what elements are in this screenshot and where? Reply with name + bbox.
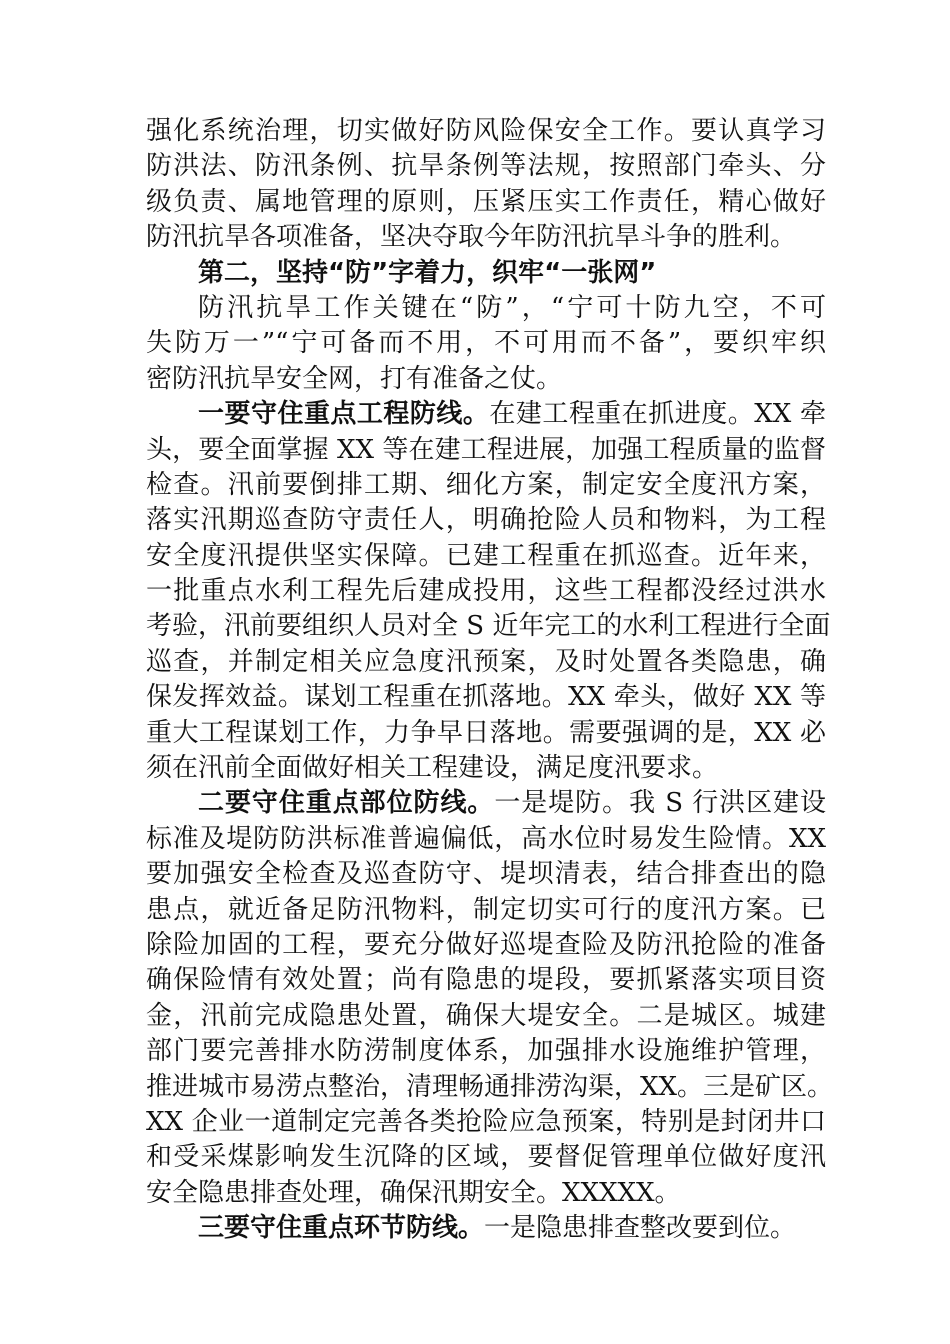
line-text: 头，要全面掌握 XX 等在建工程进展，加强工程质量的监督 <box>146 434 826 465</box>
line-text: XX 企业一道制定完善各类抢险应急预案，特别是封闭井口 <box>146 1106 826 1137</box>
line-text: 标准及堤防防洪标准普遍偏低，高水位时易发生险情。XX <box>146 823 826 854</box>
text-line <box>146 1140 826 1175</box>
text-line <box>146 645 826 680</box>
text-line <box>146 928 826 963</box>
paragraph-p3 <box>146 397 831 786</box>
line-text: 患点，就近备足防汛物料，制定切实可行的度汛方案。已 <box>146 894 826 925</box>
text-line <box>146 503 826 538</box>
text-line <box>146 1105 826 1140</box>
text-line <box>146 397 826 432</box>
line-text: 落实汛期巡查防守责任人，明确抢险人员和物料，为工程 <box>146 505 826 536</box>
paragraph-p4 <box>146 786 834 1211</box>
line-text: 部门要完善排水防涝制度体系，加强排水设施维护管理， <box>146 1036 826 1067</box>
paragraph-p5 <box>146 1211 826 1246</box>
bold-lead: 一要守住重点工程防线。 <box>198 399 490 430</box>
paragraph-heading2 <box>146 256 826 291</box>
text-line <box>146 291 826 326</box>
line-text: 级负责、属地管理的原则，压紧压实工作责任，精心做好 <box>146 186 826 217</box>
line-text: 防洪法、防汛条例、抗旱条例等法规，按照部门牵头、分 <box>146 151 826 182</box>
line-text: 在建工程重在抓进度。XX 牵 <box>489 399 826 430</box>
line-text: 一是堤防。我 S 行洪区建设 <box>494 788 826 819</box>
text-line <box>146 1211 826 1246</box>
line-text: 金，汛前完成隐患处置，确保大堤安全。二是城区。城建 <box>146 1000 826 1031</box>
line-text: 一批重点水利工程先后建成投用，这些工程都没经过洪水 <box>146 576 826 607</box>
line-text: 除险加固的工程，要充分做好巡堤查险及防汛抢险的准备 <box>146 929 826 960</box>
text-line <box>146 1034 826 1069</box>
line-text: 和受采煤影响发生沉降的区域，要督促管理单位做好度汛 <box>146 1142 826 1173</box>
line-text: 巡查，并制定相关应急度汛预案，及时处置各类隐患，确 <box>146 646 826 677</box>
text-line <box>146 149 826 184</box>
text-line <box>146 822 826 857</box>
line-text: 防汛抗旱工作关键在“防”，“宁可十防九空，不可 <box>198 292 826 323</box>
line-text: 考验，汛前要组织人员对全 S 近年完工的水利工程进行全面 <box>146 611 831 642</box>
text-line <box>146 574 826 609</box>
line-text: 一是隐患排查整改要到位。 <box>484 1213 797 1244</box>
paragraph-p2 <box>146 291 826 397</box>
line-text: 要加强安全检查及巡查防守、堤坝清表，结合排查出的隐 <box>146 859 826 890</box>
text-line <box>146 751 826 786</box>
text-line <box>146 220 826 255</box>
line-text: 重大工程谋划工作，力争早日落地。需要强调的是，XX 必 <box>146 717 826 748</box>
text-line <box>146 786 826 821</box>
text-line <box>146 114 826 149</box>
line-text: 强化系统治理，切实做好防风险保安全工作。要认真学习 <box>146 116 826 146</box>
text-line <box>146 963 826 998</box>
paragraph-p1 <box>146 114 826 256</box>
text-line <box>146 256 826 291</box>
line-text: 推进城市易涝点整治，清理畅通排涝沟渠，XX。三是矿区。 <box>146 1071 834 1102</box>
text-line <box>146 680 826 715</box>
line-text: 密防汛抗旱安全网，打有准备之仗。 <box>146 363 563 394</box>
bold-lead: 二要守住重点部位防线。 <box>198 788 495 819</box>
line-text: 失防万一”“宁可备而不用，不可用而不备”，要织牢织 <box>146 328 826 359</box>
text-line <box>146 857 826 892</box>
line-text: 保发挥效益。谋划工程重在抓落地。XX 牵头，做好 XX 等 <box>146 682 826 713</box>
text-line <box>146 326 826 361</box>
line-text: 安全度汛提供坚实保障。已建工程重在抓巡查。近年来， <box>146 540 826 571</box>
document-body <box>146 114 834 1247</box>
text-line <box>146 185 826 220</box>
text-line <box>146 433 826 468</box>
bold-lead: 三要守住重点环节防线。 <box>198 1213 485 1244</box>
text-line <box>146 716 826 751</box>
text-line <box>146 609 831 644</box>
text-line <box>146 468 826 503</box>
text-line <box>146 1176 826 1211</box>
line-text: 检查。汛前要倒排工期、细化方案，制定安全度汛方案， <box>146 469 826 500</box>
line-text: 安全隐患排查处理，确保汛期安全。XXXXX。 <box>146 1177 681 1208</box>
line-text: 防汛抗旱各项准备，坚决夺取今年防汛抗旱斗争的胜利。 <box>146 222 797 253</box>
line-text: 确保险情有效处置；尚有隐患的堤段，要抓紧落实项目资 <box>146 965 826 996</box>
bold-lead: 第二，坚持“防”字着力，织牢“一张网” <box>198 257 657 288</box>
text-line <box>146 999 826 1034</box>
text-line <box>146 1070 834 1105</box>
text-line <box>146 539 826 574</box>
text-line <box>146 362 826 397</box>
line-text: 须在汛前全面做好相关工程建设，满足度汛要求。 <box>146 753 719 784</box>
text-line <box>146 893 826 928</box>
